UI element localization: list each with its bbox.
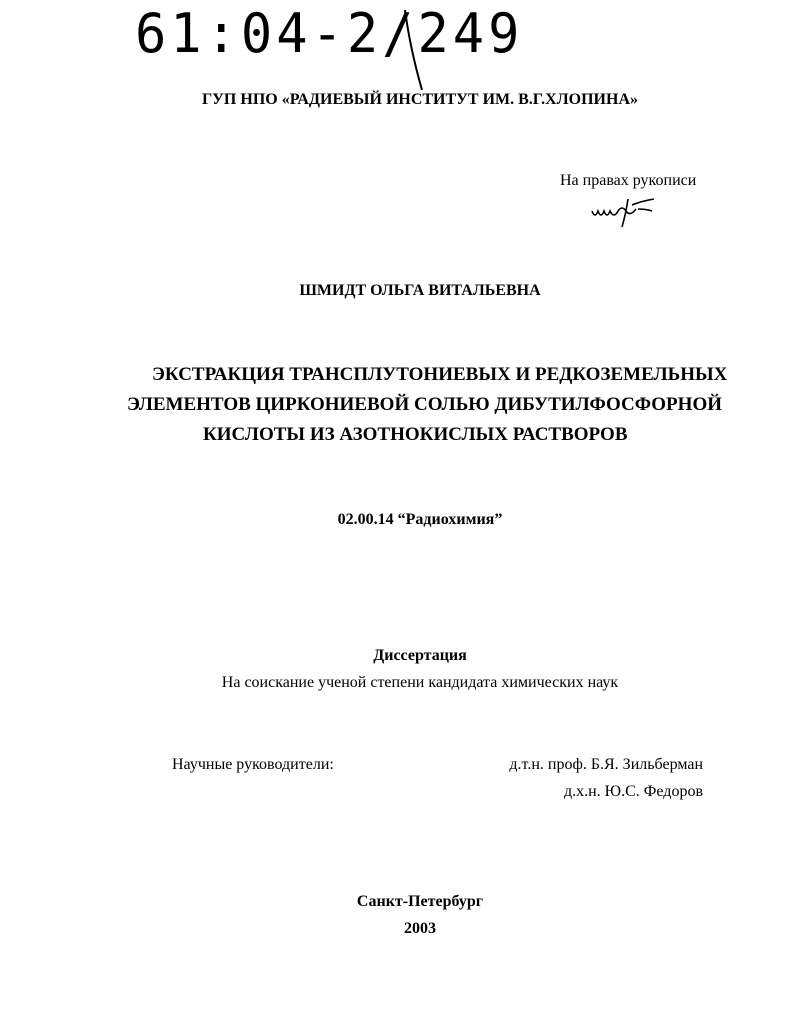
thesis-title-line: ЭЛЕМЕНТОВ ЦИРКОНИЕВОЙ СОЛЬЮ ДИБУТИЛФОСФОРНОЙ [127, 394, 723, 415]
handwritten-catalog-number: 61:04-2/249 [135, 2, 524, 66]
manuscript-rights: На правах рукописи [560, 172, 697, 189]
thesis-title-line: КИСЛОТЫ ИЗ АЗОТНОКИСЛЫХ РАСТВОРОВ [203, 424, 628, 445]
specialty-code: 02.00.14 “Радиохимия” [337, 511, 503, 528]
document-type: Диссертация [373, 647, 467, 664]
city: Санкт-Петербург [356, 893, 484, 910]
signature [588, 193, 668, 229]
author-name: ШМИДТ ОЛЬГА ВИТАЛЬЕВНА [299, 282, 541, 299]
supervisors-label: Научные руководители: [172, 756, 334, 773]
year: 2003 [404, 920, 436, 937]
supervisor: д.х.н. Ю.С. Федоров [563, 783, 703, 800]
handwritten-divider-stroke [400, 8, 430, 93]
degree-statement: На соискание ученой степени кандидата химических наук [221, 674, 619, 691]
thesis-title-line: ЭКСТРАКЦИЯ ТРАНСПЛУТОНИЕВЫХ И РЕДКОЗЕМЕЛЬНЫХ [152, 364, 728, 385]
supervisor: д.т.н. проф. Б.Я. Зильберман [509, 756, 703, 773]
institute-name: ГУП НПО «РАДИЕВЫЙ ИНСТИТУТ ИМ. В.Г.ХЛОПИНА» [202, 91, 638, 108]
